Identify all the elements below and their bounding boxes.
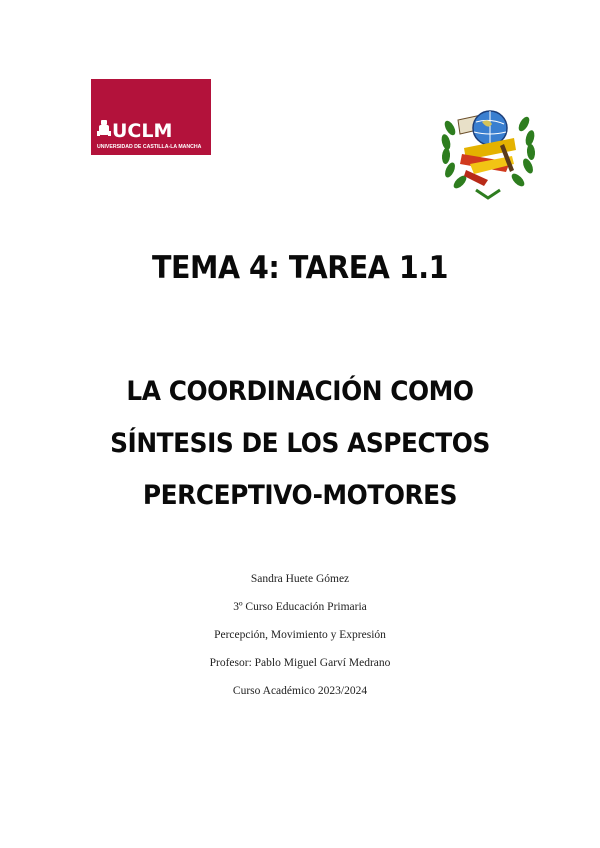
school-crest-icon xyxy=(436,98,540,206)
page-title: TEMA 4: TAREA 1.1 xyxy=(152,250,448,286)
author-info xyxy=(0,570,600,710)
subtitle-line: PERCEPTIVO-MOTORES xyxy=(142,480,458,511)
subtitle-line: LA COORDINACIÓN COMO xyxy=(126,376,474,407)
uclm-logo xyxy=(91,79,211,155)
academic-year: Curso Académico 2023/2024 xyxy=(232,685,368,697)
logo-text: UCLM xyxy=(112,120,173,142)
subtitle-line: SÍNTESIS DE LOS ASPECTOS xyxy=(110,428,490,459)
document-subtitle xyxy=(24,366,576,522)
professor-name: Profesor: Pablo Miguel Garví Medrano xyxy=(209,657,391,669)
author-name: Sandra Huete Gómez xyxy=(250,573,350,585)
course-year: 3º Curso Educación Primaria xyxy=(233,601,367,613)
subject-name: Percepción, Movimiento y Expresión xyxy=(214,629,386,641)
logo-subtext: UNIVERSIDAD DE CASTILLA-LA MANCHA xyxy=(97,144,202,150)
